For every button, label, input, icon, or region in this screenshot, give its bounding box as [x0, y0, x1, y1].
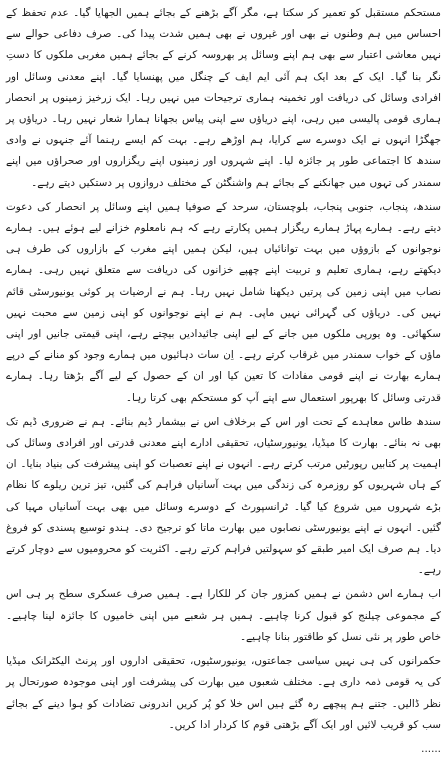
article-paragraph: اب ہمارے اس دشمن نے ہمیں کمزور جان کر للکارا ہے۔ ہمیں صرف عسکری سطح پر ہی اس کے مجموعی چیلنج کو قبول کرنا چاہیے۔ ہمیں ہر شعبے میں اپنی خامیوں کا جائزہ لینا چاہیے۔ خاص طور پر نئی نسل کو طاقتور بنانا چاہیے۔	[6, 588, 441, 643]
article-paragraph: سندھ طاس معاہدے کے تحت اور اس کے برخلاف اس نے بیشمار ڈیم بنائے۔ ہم نے ضروری ڈیم تک بھی نہ بنائے۔ بھارت کا میڈیا، یونیورسٹیاں، تحقیقی ادارے اپنے معدنی قدرتی اور افرادی وسائل کی اہمیت پر کتابیں رپورٹیں مرتب کرتے رہے۔ انہوں نے اپنے تعصبات کو اپنی پیشرفت کی بنیاد بنایا۔ ان کے ہاں شہریوں کو روزمرہ کی زندگی میں بہت آسانیاں فراہم کی گئیں، تیز ترین ریلوے کا نظام بڑے شہروں میں شروع کیا گیا۔ ٹرانسپورٹ کے دوسرے وسائل میں بھی بہت آسانیاں مہیا کی گئیں۔ انہوں نے اپنے یونیورسٹی نصابوں میں بھارت ماتا کو ترجیح دی۔ ہندو توسیع پسندی کو فروغ دیا۔ ہم صرف ایک امیر طبقے کو سہولتیں فراہم کرتے رہے۔ اکثریت کو محرومیوں سے دوچار کرتے رہے۔	[6, 415, 441, 577]
article-ellipsis: ......	[421, 742, 441, 755]
article-paragraph: مستحکم مستقبل کو تعمیر کر سکتا ہے، مگر آگے بڑھنے کے بجائے ہمیں الجھایا گیا۔ عدم تحفظ کے احساس میں ہم وطنوں نے بھی اور غیروں نے بھی ہمیں شدت پیدا کی۔ صرف دفاعی حوالے سے نہیں معاشی اعتبار سے بھی ہم اپنے وسائل پر بھروسہ کرنے کے بجائے ہمیں مغربی ملکوں کا دستِ نگر بنا گیا۔ ایک کے بعد ایک ہم آئی ایم ایف کے چنگل میں پھنسایا گیا۔ اپنے معدنی وسائل اور افرادی وسائل کی دریافت اور تخمینہ ہماری ترجیحات میں نہیں رہا۔ ایک زرخیز زمینوں پر انحصار ہماری قومی پالیسی میں رہی، اپنے دریاؤں سے اپنی پیاس بجھانا ہمارا شعار نہیں رہا۔ دریاؤں پر جھگڑا انہوں نے ایک دوسرے سے کرایا، ہم اوڑھے رہے۔ بہت کم ایسے رہنما آئے جنہوں نے وادی سندھ کا اجتماعی طور پر جائزہ لیا۔ اپنے شہروں اور زمینوں اپنے ریگزاروں اور صحراؤں میں اپنے سمندر کی تہوں میں جھانکنے کے بجائے ہم واشنگٹن کے مختلف دروازوں پر دستکیں دیتے رہے۔	[6, 7, 441, 189]
article-paragraph: سندھ، پنجاب، جنوبی پنجاب، بلوچستان، سرحد کے صوفیا ہمیں اپنے وسائل پر انحصار کی دعوت دیتے رہے۔ ہمارے پہاڑ ہمارے ریگزار ہمیں پکارتے رہے کہ ہم نامعلوم خزانے لیے ہوئے ہیں۔ ہمارے نوجوانوں کے بازوؤں میں بہت توانائیاں ہیں، لیکن ہمیں اپنے مغرب کے بازاروں کی طرف ہی دیکھتے رہے، ہماری تعلیم و تربیت اپنے چھپے خزانوں کی دریافت سے متعلق نہیں رہی۔ ہمارے نصاب میں اپنی زمین کی پرتیں دیکھنا شامل نہیں رہا۔ ہم نے ارضیات پر کوئی یونیورسٹی قائم نہیں کی۔ دریاؤں کی گہرائی نہیں ماپی۔ ہم نے اپنے نوجوانوں کو اپنی زمین سے محبت نہیں سکھائی۔ وہ یورپی ملکوں میں جانے کے لیے اپنی جائیدادیں بیچتے رہے، اپنی قیمتی جانیں اور اپنی ماؤں کے خواب سمندر میں غرقاب کرتے رہے۔ اِن سات دہائیوں میں ہمارے وجود کو منانے کے درپے ہمارے بھارت نے اپنے قومی مفادات کا تعین کیا اور ان کے حصول کے لیے آگے بڑھتا رہا۔ ہمارے قدرتی وسائل کا بھرپور استعمال سے اپنے آپ کو مستحکم بھی کرتا رہا۔	[6, 200, 441, 404]
article-paragraph: حکمرانوں کی ہی نہیں سیاسی جماعتوں، یونیورسٹیوں، تحقیقی اداروں اور پرنٹ الیکٹرانک میڈیا کی یہ قومی ذمہ داری ہے۔ مختلف شعبوں میں بھارت کی پیشرفت اور اپنی موجودہ صورتحال پر نظر ڈالیں۔ جتنے ہم پیچھے رہ گئے ہیں اس خلا کو پُر کریں اندرونی تضادات کو ہوا دینے کے بجائے سب کو قریب لائیں اور ایک آگے بڑھتی قوم کا کردار ادا کریں۔	[6, 655, 441, 731]
